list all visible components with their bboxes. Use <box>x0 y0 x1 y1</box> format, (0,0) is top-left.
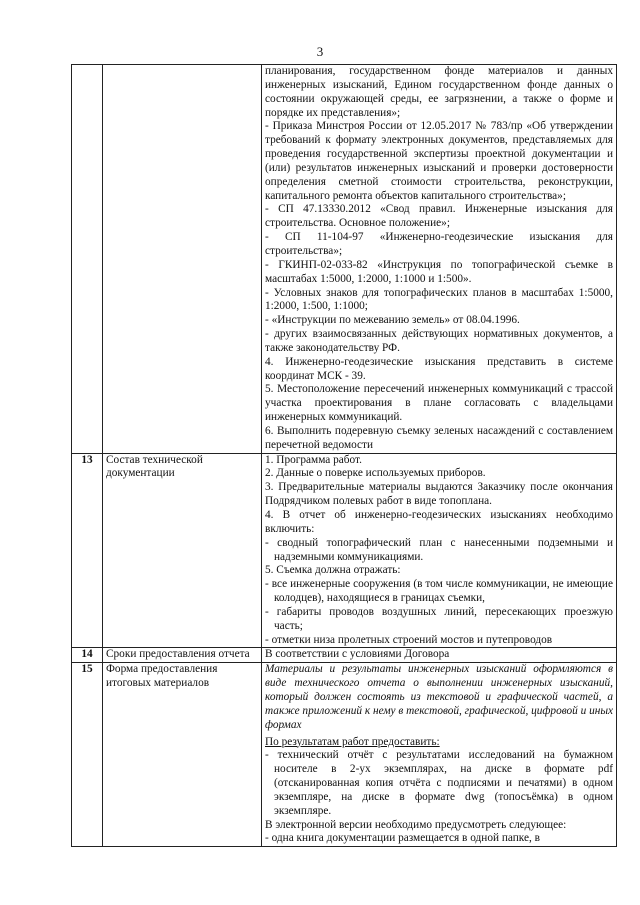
table-row <box>72 648 617 663</box>
bullet-item: - габариты проводов воздушных линий, пересекающих проезжую часть; <box>265 605 613 632</box>
paragraph: 3. Предварительные материалы выдаются Заказчику после окончания Подрядчиком полевых работ в виде топоплана. <box>265 481 613 508</box>
row-content <box>262 65 617 454</box>
row-number: 15 <box>72 663 103 847</box>
paragraph: - СП 47.13330.2012 «Свод правил. Инженерные изыскания для строительства. Основное положение»; <box>265 203 613 230</box>
requirements-table <box>71 64 617 847</box>
paragraph: - Приказа Минстроя России от 12.05.2017 № 783/пр «Об утверждении требований к формату электронных документов, представляемых для проведения государственной экспертизы проектной документации и (или) результатов инженерных изысканий и проверки достоверности определения сметной стоимости строительства, реконструкции, капитального ремонта объектов капитального строительства»; <box>265 120 613 202</box>
paragraph: - Условных знаков для топографических планов в масштабах 1:5000, 1:2000, 1:500, 1:1000; <box>265 286 613 313</box>
row-label: Форма предоставления итоговых материалов <box>103 663 262 847</box>
row-number: 13 <box>72 453 103 648</box>
underlined-heading: По результатам работ предоставить: <box>265 735 440 748</box>
paragraph: - «Инструкции по межеванию земель» от 08.04.1996. <box>265 314 520 327</box>
bullet-item: - отметки низа пролетных строений мостов и путепроводов <box>265 633 553 646</box>
table-row <box>72 65 617 454</box>
row-content <box>262 648 617 663</box>
paragraph: - СП 11-104-97 «Инженерно-геодезические изыскания для строительства»; <box>265 231 613 257</box>
paragraph: 4. В отчет об инженерно-геодезических изысканиях необходимо включить: <box>265 509 613 535</box>
italic-paragraph: Материалы и результаты инженерных изысканий оформляются в виде технического отчета о выполнении инженерных изысканий, который должен состоять из текстовой и графической частей, а также приложений к нему в текстовой, графической, цифровой и иных формах <box>265 663 613 731</box>
row-label: Состав технической документации <box>103 453 262 648</box>
paragraph: - других взаимосвязанных действующих нормативных документов, а также законодательству РФ. <box>265 328 613 354</box>
row-content <box>262 453 617 648</box>
paragraph: 2. Данные о поверке используемых приборов. <box>265 467 486 480</box>
bullet-item: - сводный топографический план с нанесенными подземными и надземными коммуникациями. <box>265 536 613 563</box>
table-row <box>72 663 617 847</box>
bullet-item: - технический отчёт с результатами исследований на бумажном носителе в 2-ух экземплярах, на диске в формате pdf (отсканированная копия отчёта с подписями и печатями) в одном экземпляре, на диске в формате dwg (топосъёмка) в одном экземпляре. <box>265 749 613 817</box>
paragraph: В электронной версии необходимо предусмотреть следующее: <box>265 818 567 831</box>
table-row <box>72 453 617 648</box>
paragraph: 5. Местоположение пересечений инженерных коммуникаций с трассой участка проектирования в плане согласовать с владельцами инженерных коммуникаций. <box>265 383 613 424</box>
paragraph: 4. Инженерно-геодезические изыскания представить в системе координат МСК - 39. <box>265 355 613 382</box>
paragraph: 5. Съемка должна отражать: <box>265 564 401 577</box>
paragraph: 6. Выполнить подеревную съемку зеленых насаждений с составлением перечетной ведомости <box>265 424 613 451</box>
paragraph: - ГКИНП-02-033-82 «Инструкция по топографической съемке в масштабах 1:5000, 1:2000, 1:1000 и 1:500». <box>265 258 613 285</box>
paragraph: планирования, государственном фонде материалов и данных инженерных изысканий, Едином государственном фонде данных о состоянии окружающей среды, ее загрязнении, а также о форме и порядке их представления»; <box>265 65 613 119</box>
paragraph: В соответствии с условиями Договора <box>265 648 450 661</box>
row-content <box>262 663 617 847</box>
bullet-item: - одна книга документации размещается в одной папке, в <box>265 832 540 845</box>
page-number: 3 <box>316 44 324 59</box>
row-label: Сроки предоставления отчета <box>103 648 262 663</box>
paragraph: 1. Программа работ. <box>265 453 362 466</box>
row-number: 14 <box>72 648 103 663</box>
row-label <box>103 65 262 454</box>
bullet-item: - все инженерные сооружения (в том числе коммуникации, не имеющие колодцев), находящиеся в границах съемки, <box>265 578 613 605</box>
row-number <box>72 65 103 454</box>
